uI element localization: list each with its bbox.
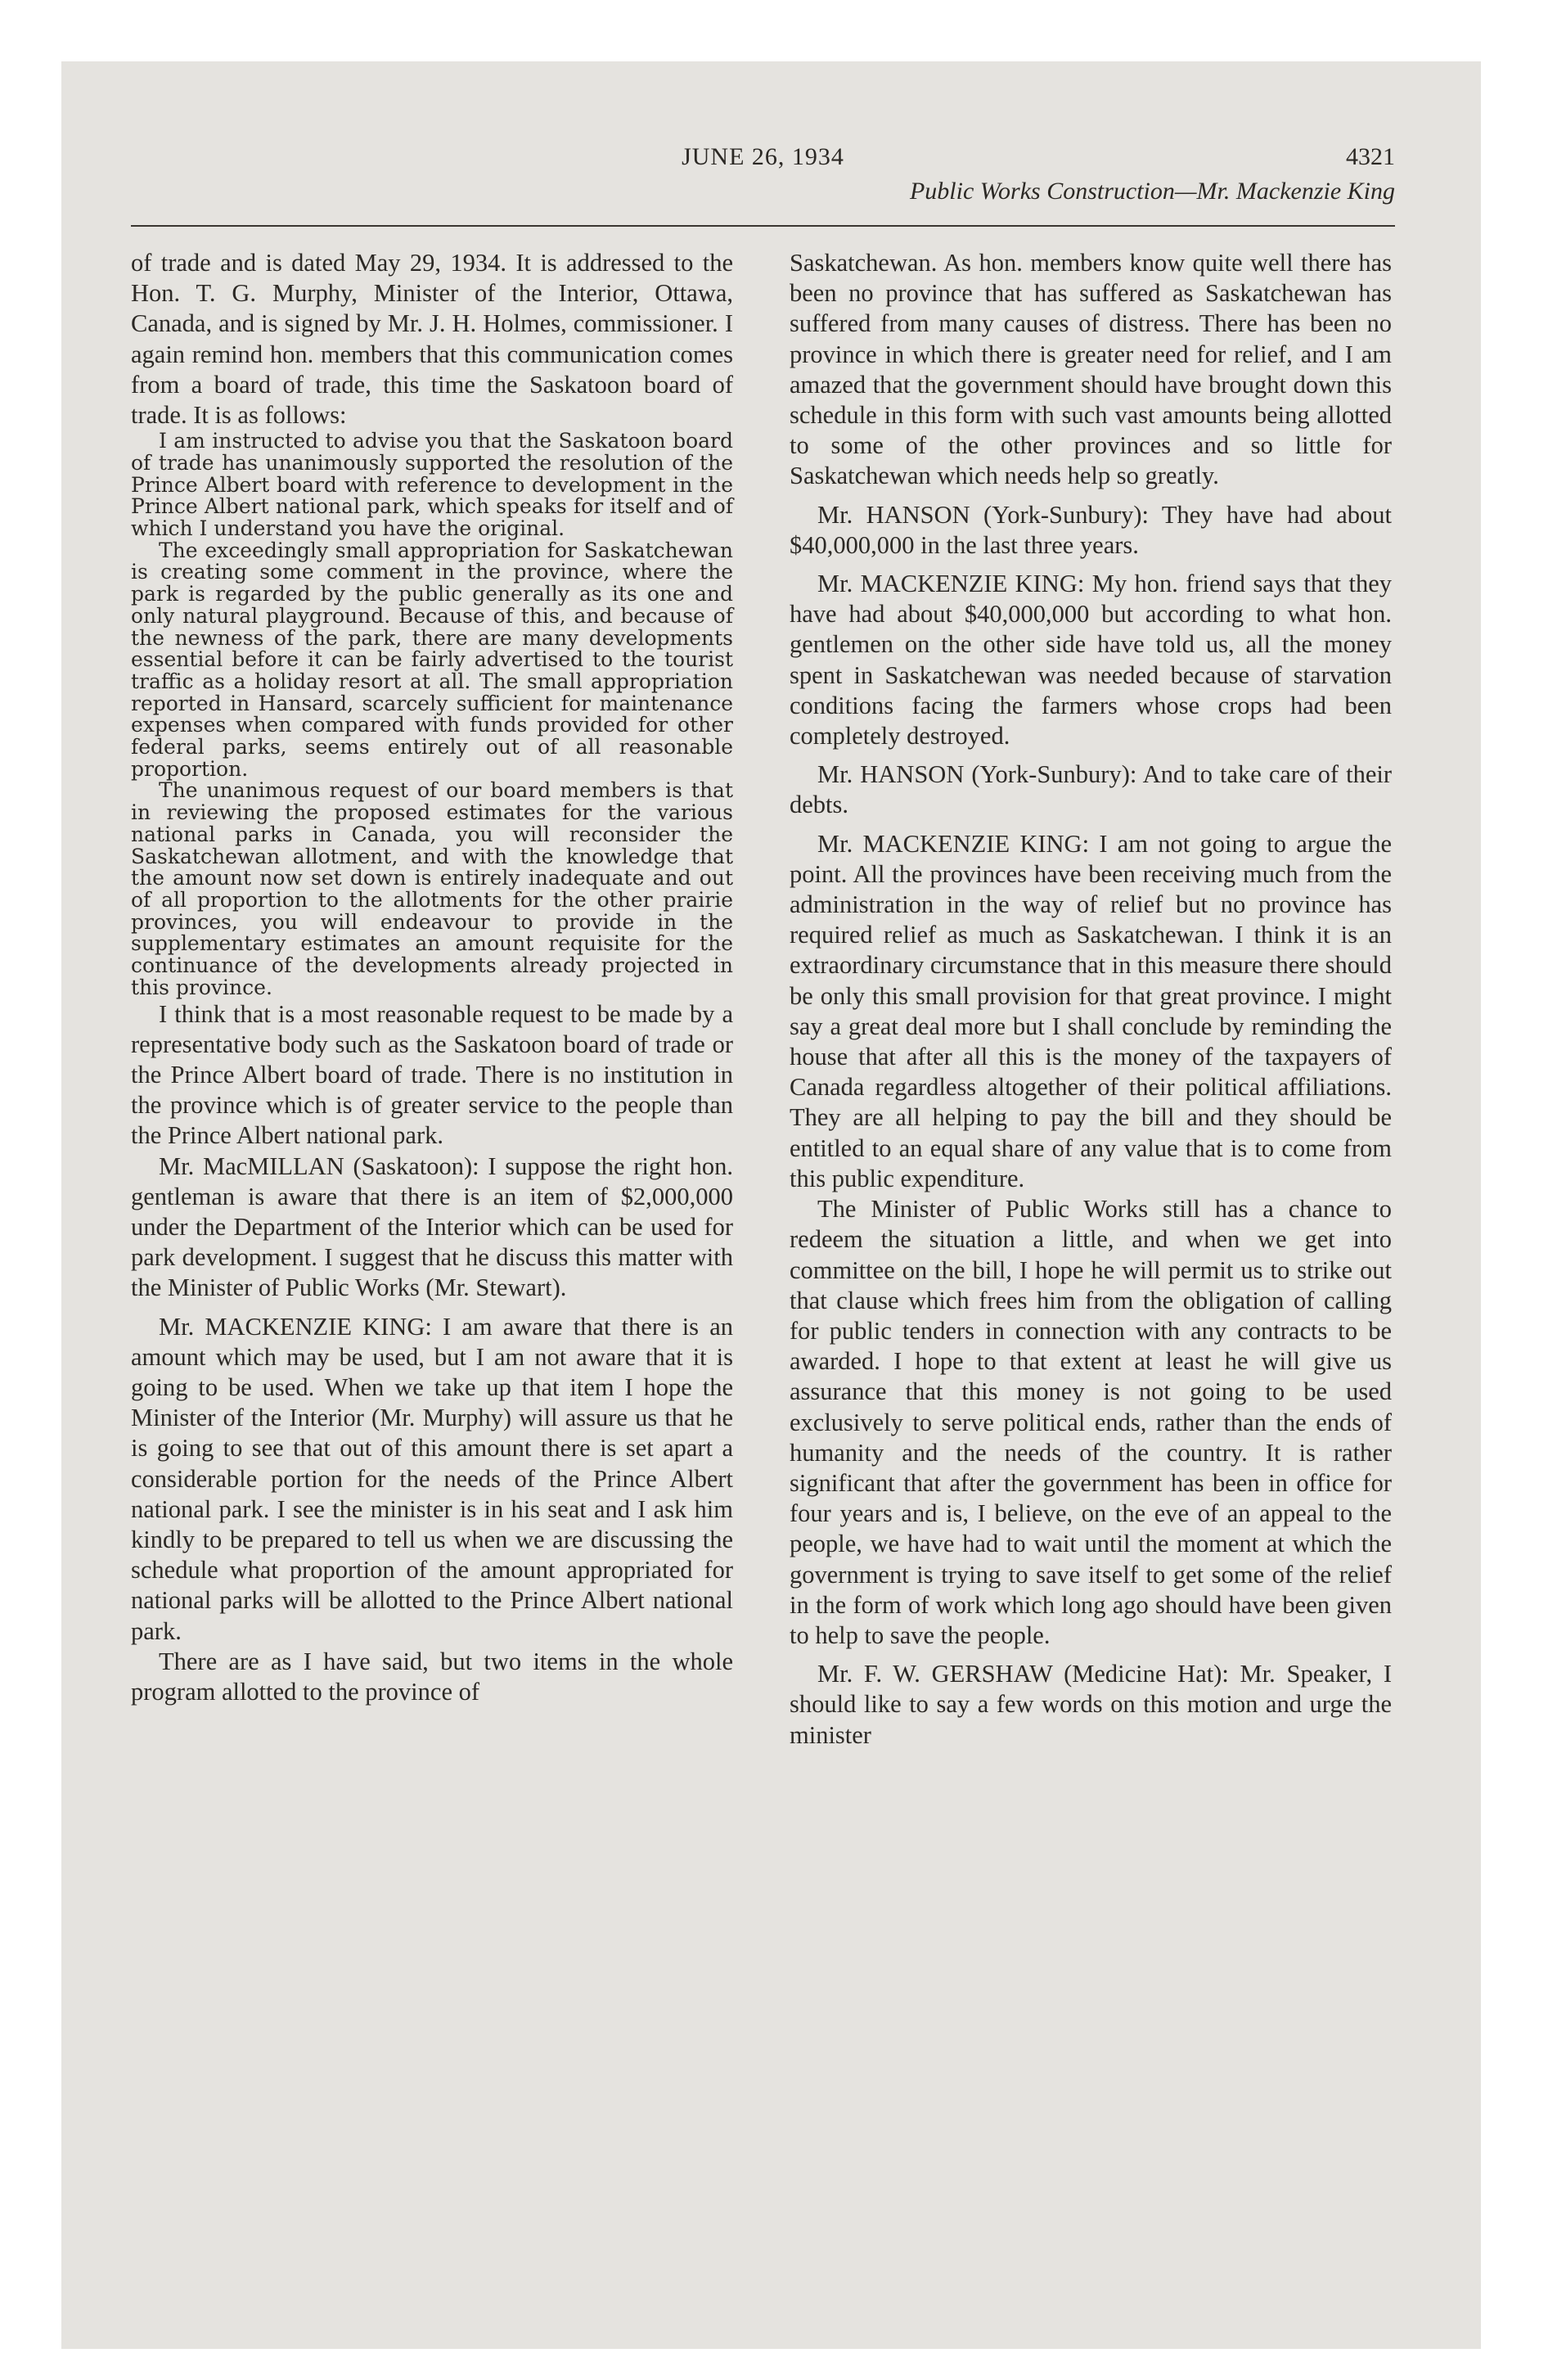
paragraph: There are as I have said, but two items in the whole program allotted to the province of <box>131 1647 733 1706</box>
speech-paragraph: Mr. F. W. GERSHAW (Medicine Hat): Mr. Speaker, I should like to say a few words on this motion and urge the minister <box>790 1660 1392 1749</box>
paragraph: Saskatchewan. As hon. members know quite well there has been no province that has suffered as Saskatchewan has suffered from many causes of distress. There has been no province in which there is greater need for relief, and I am amazed that the government should have brought down this schedule in this form with such vast amounts being allotted to some of the other provinces and so little for Saskatchewan which needs help so greatly. <box>790 249 1392 490</box>
page-number: 4321 <box>1346 143 1395 170</box>
page-header <box>131 143 1395 225</box>
quoted-letter-paragraph: I am instructed to advise you that the Saskatoon board of trade has unanimously supported the resolution of the Prince Albert board with reference to development in the Prince Albert national park, which speaks for itself and of which I understand you have the original. <box>131 429 733 541</box>
left-column <box>131 248 733 1707</box>
speech-paragraph: Mr. MacMILLAN (Saskatoon): I suppose the right hon. gentleman is aware that there is an item of $2,000,000 under the Department of the Interior which can be used for park development. I suggest that he discuss this matter with the Minister of Public Works (Mr. Stewart). <box>131 1152 733 1302</box>
paragraph: The Minister of Public Works still has a chance to redeem the situation a little, and when we get into committee on the bill, I hope he will permit us to strike out that clause which frees him from the obligation of calling for public tenders in connection with any contracts to be awarded. I hope to that extent at least he will give us assurance that this money is not going to be used exclusively to serve political ends, rather than the ends of humanity and the needs of the country. It is rather significant that after the government has been in office for four years and is, I believe, on the eve of an appeal to the people, we have had to wait until the moment at which the government is trying to save itself to get some of the relief in the form of work which long ago should have been given to help to save the people. <box>790 1195 1392 1649</box>
paragraph: of trade and is dated May 29, 1934. It is addressed to the Hon. T. G. Murphy, Minister of the Interior, Ottawa, Canada, and is signed by Mr. J. H. Holmes, commissioner. I again remind hon. members that this communication comes from a board of trade, this time the Saskatoon board of trade. It is as follows: <box>131 249 733 430</box>
paragraph: I think that is a most reasonable request to be made by a representative body such as the Saskatoon board of trade or the Prince Albert board of trade. There is no institution in the province which is of greater service to the people than the Prince Albert national park. <box>131 999 733 1150</box>
header-rule <box>131 225 1395 227</box>
right-column <box>790 248 1392 1751</box>
speech-paragraph: Mr. MACKENZIE KING: My hon. friend says that they have had about $40,000,000 but according to what hon. gentlemen on the other side have told us, all the money spent in Saskatchewan was needed because of starvation conditions facing the farmers whose crops had been completely destroyed. <box>790 570 1392 751</box>
speech-paragraph: Mr. HANSON (York-Sunbury): And to take care of their debts. <box>790 760 1392 819</box>
speech-paragraph: Mr. MACKENZIE KING: I am not going to argue the point. All the provinces have been receiving much from the administration in the way of relief but no province has required relief as much as Saskatchewan. I think it is an extraordinary circumstance that in this measure there should be only this small provision for that great province. I might say a great deal more but I shall conclude by reminding the house that after all this is the money of the taxpayers of Canada regardless altogether of their political affiliations. They are all helping to pay the bill and they should be entitled to an equal share of any value that is to come from this public expenditure. <box>790 829 1392 1192</box>
header-date: JUNE 26, 1934 <box>682 143 844 170</box>
speech-paragraph: Mr. MACKENZIE KING: I am aware that there is an amount which may be used, but I am not aware that it is going to be used. When we take up that item I hope the Minister of the Interior (Mr. Murphy) will assure us that he is going to see that out of this amount there is set apart a considerable portion for the needs of the Prince Albert national park. I see the minister is in his seat and I ask him kindly to be prepared to tell us when we are discussing the schedule what proportion of the amount appropriated for national parks will be allotted to the Prince Albert national park. <box>131 1312 733 1645</box>
speech-paragraph: Mr. HANSON (York-Sunbury): They have had about $40,000,000 in the last three years. <box>790 500 1392 559</box>
header-subtitle: Public Works Construction—Mr. Mackenzie King <box>909 178 1395 205</box>
quoted-letter-paragraph: The exceedingly small appropriation for Saskatchewan is creating some comment in the province, where the park is regarded by the public generally as its one and only natural playground. Because of this, and because of the newness of the park, there are many developments essential before it can be fairly advertised to the tourist traffic as a holiday resort at all. The small appropriation reported in Hansard, scarcely sufficient for maintenance expenses when compared with funds provided for other federal parks, seems entirely out of all reasonable proportion. <box>131 538 733 781</box>
quoted-letter-paragraph: The unanimous request of our board members is that in reviewing the proposed estimates for the various national parks in Canada, you will reconsider the Saskatchewan allotment, and with the knowledge that the amount now set down is entirely inadequate and out of all proportion to the allotments for the other prairie provinces, you will endeavour to provide in the supplementary estimates an amount requisite for the continuance of the developments already projected in this province. <box>131 778 733 999</box>
hansard-page <box>131 143 1395 2238</box>
